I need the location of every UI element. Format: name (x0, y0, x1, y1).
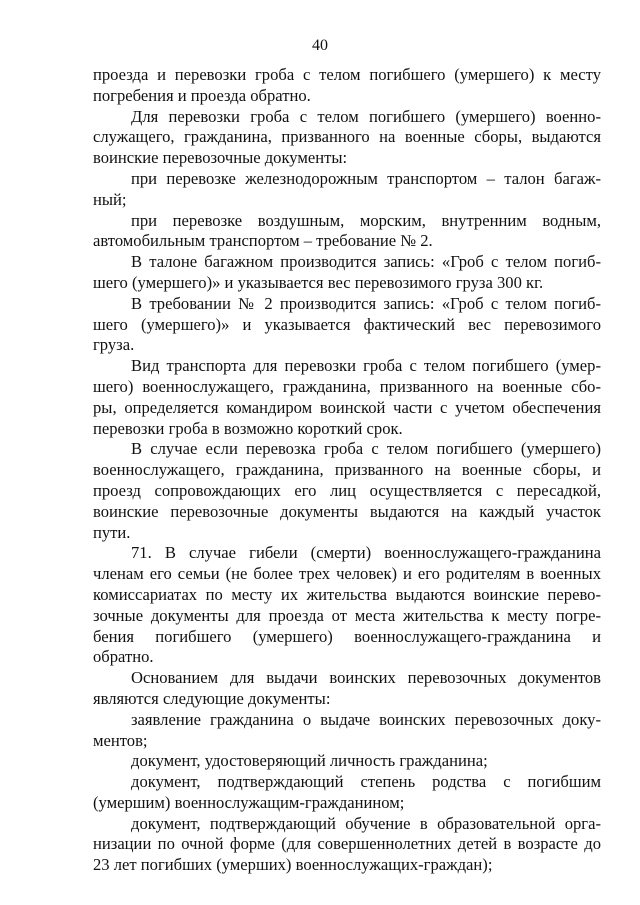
text-line: низации по очной форме (для совершеннолетних детей в возрасте до (93, 834, 601, 854)
text-line: В талоне багажном производится запись: «Гроб с телом погиб- (131, 252, 601, 272)
text-line: при перевозке воздушным, морским, внутренним водным, (131, 210, 601, 230)
text-line: пути. (93, 522, 131, 542)
text-line: шего (умершего)» и указывается фактический вес перевозимого (93, 314, 601, 334)
text-line: перевозки гроба в возможно короткий срок. (93, 418, 403, 438)
text-line: документ, удостоверяющий личность гражданина; (131, 751, 488, 771)
text-line: ры, определяется командиром воинской части с учетом обеспечения (93, 397, 601, 417)
text-line: заявление гражданина о выдаче воинских перевозочных доку- (131, 709, 601, 729)
text-line: зочные документы для проезда от места жительства к месту погре- (93, 605, 601, 625)
text-line: служащего, гражданина, призванного на военные сборы, выдаются (93, 127, 601, 147)
page-number: 40 (312, 37, 328, 54)
text-line: документ, подтверждающий степень родства с погибшим (131, 772, 601, 792)
text-line: обратно. (93, 647, 154, 667)
text-line: Вид транспорта для перевозки гроба с телом погибшего (умер- (131, 356, 601, 376)
text-line: ментов; (93, 730, 148, 750)
text-line: воинские перевозочные документы выдаются на каждый участок (93, 501, 601, 521)
text-line: Для перевозки гроба с телом погибшего (умершего) военно- (131, 106, 601, 126)
text-line: 71. В случае гибели (смерти) военнослужащего-гражданина (131, 543, 601, 563)
text-line: Основанием для выдачи воинских перевозочных документов (131, 668, 601, 688)
text-line: автомобильным транспортом – требование № 2. (93, 231, 433, 251)
text-line: воинские перевозочные документы: (93, 148, 348, 168)
text-line: (умершим) военнослужащим-гражданином; (93, 792, 405, 812)
text-line: погребения и проезда обратно. (93, 85, 311, 105)
text-line: ный; (93, 189, 127, 209)
text-line: военнослужащего, гражданина, призванного на военные сборы, и (93, 460, 601, 480)
text-line: груза. (93, 335, 135, 355)
text-line: бения погибшего (умершего) военнослужащего-гражданина и (93, 626, 601, 646)
text-line: при перевозке железнодорожным транспортом – талон багаж- (131, 168, 601, 188)
text-line: проезд сопровождающих его лиц осуществляется с пересадкой, (93, 480, 601, 500)
text-line: являются следующие документы: (93, 688, 331, 708)
text-line: 23 лет погибших (умерших) военнослужащих-граждан); (93, 855, 493, 875)
text-line: шего) военнослужащего, гражданина, призванного на военные сбо- (93, 376, 601, 396)
text-line: проезда и перевозки гроба с телом погибшего (умершего) к месту (93, 65, 601, 84)
text-line: членам его семьи (не более трех человек) и его родителям в военных (93, 564, 601, 584)
body-text (93, 65, 601, 876)
text-line: В случае если перевозка гроба с телом погибшего (умершего) (131, 439, 601, 459)
text-line: шего (умершего)» и указывается вес перевозимого груза 300 кг. (93, 272, 544, 292)
text-line: В требовании № 2 производится запись: «Гроб с телом погиб- (131, 293, 601, 313)
text-line: комиссариатах по месту их жительства выдаются воинские перево- (93, 584, 601, 604)
text-line: документ, подтверждающий обучение в образовательной орга- (131, 813, 601, 833)
